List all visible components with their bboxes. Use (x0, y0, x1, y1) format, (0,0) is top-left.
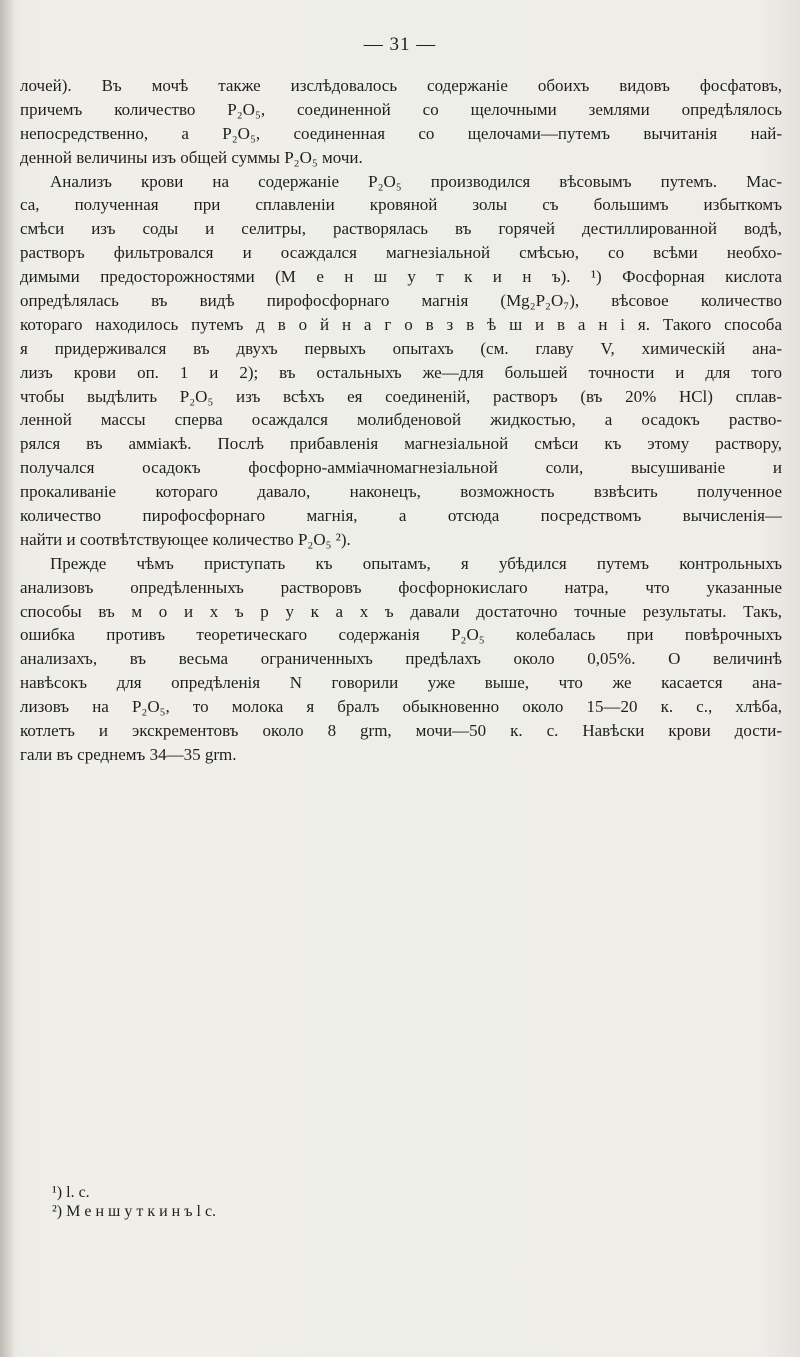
text-line: причемъ количество P₂O₅, соединенной со щелочными землями опредѣлялось (20, 99, 782, 119)
text-line: котораго находилось путемъ д в о й н а г о в з в ѣ ш и в а н і я. Такого способа (20, 314, 782, 334)
main-text (20, 74, 782, 767)
text-line: навѣсокъ для опредѣленія N говорили уже выше, что же касается ана- (20, 673, 782, 693)
text-line: димыми предосторожностями (М е н ш у т к и н ъ). ¹) Фосфорная кислота (20, 267, 782, 287)
text-line: са, полученная при сплавленіи кровяной золы съ большимъ избыткомъ (20, 195, 782, 215)
text-line: растворъ фильтровался и осаждался магнезіальной смѣсью, со всѣми необхо- (20, 243, 782, 263)
text-line: лизъ крови оп. 1 и 2); въ остальныхъ же—для большей точности и для того (20, 362, 782, 382)
text-line: Прежде чѣмъ приступать къ опытамъ, я убѣдился путемъ контрольныхъ (50, 553, 782, 573)
text-line: лизовъ на P₂O₅, то молока я бралъ обыкновенно около 15—20 к. с., хлѣба, (20, 697, 782, 717)
footnotes (52, 1183, 452, 1221)
text-line: лочей). Въ мочѣ также изслѣдовалось содержаніе обоихъ видовъ фосфатовъ, (20, 76, 782, 95)
text-line: смѣси изъ соды и селитры, растворялась въ горячей дестиллированной водѣ, (20, 219, 782, 239)
text-line: количество пирофосфорнаго магнія, а отсюда посредствомъ вычисленія— (20, 506, 782, 526)
text-line: анализовъ опредѣленныхъ растворовъ фосфорнокислаго натра, что указанные (20, 577, 782, 597)
text-line: опредѣлялась въ видѣ пирофосфорнаго магнія (Mg₂P₂O₇), вѣсовое количество (20, 291, 782, 311)
page-binding-edge (0, 0, 14, 1357)
text-line: найти и соотвѣтствующее количество P₂O₅ ²). (20, 529, 351, 549)
page-number: — 31 — (363, 34, 437, 55)
text-line: гали въ среднемъ 34—35 grm. (20, 744, 237, 764)
text-line: непосредственно, а P₂O₅, соединенная со щелочами—путемъ вычитанія най- (20, 123, 782, 143)
text-line: Анализъ крови на содержаніе P₂O₅ производился вѣсовымъ путемъ. Мас- (50, 171, 782, 191)
text-line: способы въ м о и х ъ р у к а х ъ давали достаточно точные результаты. Такъ, (20, 601, 782, 621)
text-line: ошибка противъ теоретическаго содержанія P₂O₅ колебалась при повѣрочныхъ (20, 625, 782, 645)
text-line: я придерживался въ двухъ первыхъ опытахъ (см. главу V, химическій ана- (20, 338, 782, 358)
footnote-1: ¹) l. c. (52, 1184, 90, 1201)
text-line: ленной массы сперва осаждался молибденовой жидкостью, а осадокъ раство- (20, 410, 782, 430)
footnote-2: ²) М е н ш у т к и н ъ l c. (52, 1203, 217, 1220)
text-line: анализахъ, въ весьма ограниченныхъ предѣлахъ около 0,05%. О величинѣ (20, 649, 782, 669)
text-line: котлетъ и экскрементовъ около 8 grm, мочи—50 к. с. Навѣски крови дости- (20, 721, 782, 741)
text-line: чтобы выдѣлить P₂O₅ изъ всѣхъ ея соединеній, растворъ (въ 20% HCl) сплав- (20, 386, 782, 406)
text-line: денной величины изъ общей суммы P₂O₅ мочи. (20, 147, 363, 167)
text-line: рялся въ амміакѣ. Послѣ прибавленія магнезіальной смѣси къ этому раствору, (20, 434, 782, 454)
text-line: прокаливаніе котораго давало, наконецъ, возможность взвѣсить полученное (20, 482, 782, 502)
text-line: получался осадокъ фосфорно-амміачномагнезіальной соли, высушиваніе и (20, 458, 782, 478)
